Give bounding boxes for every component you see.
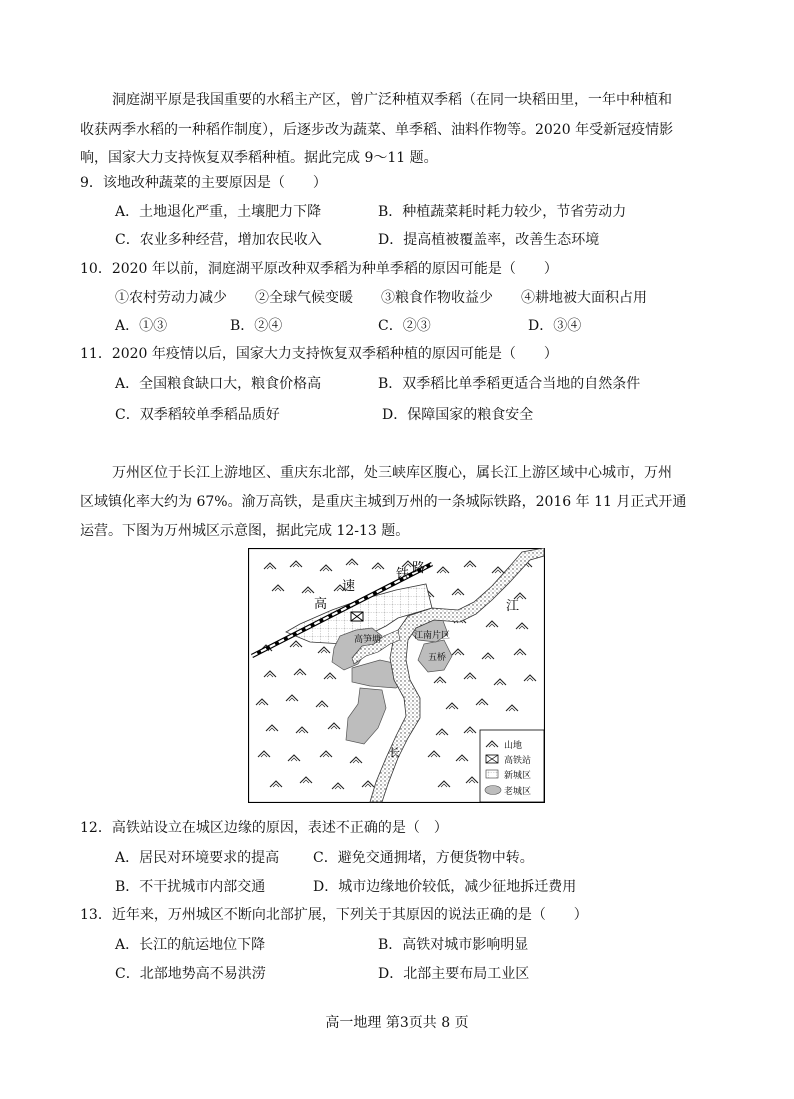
q11-option-a: A．全国粮食缺口大，粮食价格高 <box>115 376 322 392</box>
q12-option-c: C．避免交通拥堵，方便货物中转。 <box>313 850 534 866</box>
wanzhou-map-svg <box>248 548 545 803</box>
q13-option-a: A．长江的航运地位下降 <box>115 937 266 953</box>
q11-option-d: D．保障国家的粮食安全 <box>382 407 534 423</box>
map-label-gao: 高 <box>314 597 328 612</box>
legend-oldcity-label: 老城区 <box>504 787 532 797</box>
q10-items: ①农村劳动力减少 ②全球气候变暖 ③粮食作物收益少 ④耕地被大面积占用 <box>115 290 647 306</box>
map-label-jiang: 江 <box>506 599 520 614</box>
q9-option-c: C．农业多种经营，增加农民收入 <box>115 232 322 248</box>
q9-option-d: D．提高植被覆盖率，改善生态环境 <box>378 232 600 248</box>
wanzhou-map <box>248 548 545 803</box>
map-label-lu: 路 <box>412 561 426 576</box>
q12-option-d: D．城市边缘地价较低，减少征地拆迁费用 <box>313 879 577 895</box>
map-legend <box>480 730 544 802</box>
passage1-line-2: 收获两季水稻的一种稻作制度），后逐步改为蔬菜、单季稻、油料作物等。2020 年受新冠疫情影 <box>80 122 674 138</box>
q10-option-b: B．②④ <box>230 318 283 334</box>
q9-stem: 9．该地改种蔬菜的主要原因是（ ） <box>80 175 327 191</box>
q11-option-b: B．双季稻比单季稻更适合当地的自然条件 <box>378 376 641 392</box>
map-label-jiangnan: 江南片区 <box>414 631 451 641</box>
q13-option-c: C．北部地势高不易洪涝 <box>115 966 266 982</box>
q10-option-a: A．①③ <box>115 318 168 334</box>
passage2-line-3: 运营。下图为万州城区示意图，据此完成 12-13 题。 <box>80 523 410 539</box>
map-label-wuqiao: 五桥 <box>428 653 447 663</box>
q12-option-a: A．居民对环境要求的提高 <box>115 850 280 866</box>
passage2-line-2: 区域镇化率大约为 67%。渝万高铁，是重庆主城到万州的一条城际铁路，2016 年 11 月正式开通 <box>80 494 687 510</box>
high-speed-station-icon <box>351 612 363 621</box>
q12-stem: 12．高铁站设立在城区边缘的原因，表述不正确的是（ ） <box>80 820 448 836</box>
passage1-line-3: 响，国家大力支持恢复双季稻种植。据此完成 9～11 题。 <box>80 150 438 166</box>
q9-option-a: A．土地退化严重，土壤肥力下降 <box>115 204 322 220</box>
map-label-chang: 长 <box>389 746 400 759</box>
map-label-gaosuntang: 高笋塘 <box>354 635 382 645</box>
q13-stem: 13．近年来，万州城区不断向北部扩展，下列关于其原因的说法正确的是（ ） <box>80 907 588 923</box>
map-label-tie: 铁 <box>396 567 410 582</box>
page-footer: 高一地理 第3页共 8 页 <box>325 1015 469 1031</box>
map-label-su: 速 <box>342 579 356 594</box>
q13-option-b: B．高铁对城市影响明显 <box>378 937 529 953</box>
q12-option-b: B．不干扰城市内部交通 <box>115 879 266 895</box>
legend-mountain-label: 山地 <box>504 741 523 751</box>
passage2-line-1: 万州区位于长江上游地区、重庆东北部，处三峡库区腹心，属长江上游区域中心城市，万州 <box>112 465 672 481</box>
q10-stem: 10．2020 年以前，洞庭湖平原改种双季稻为种单季稻的原因可能是（ ） <box>80 261 558 277</box>
q10-option-d: D．③④ <box>528 318 582 334</box>
legend-newcity-label: 新城区 <box>504 771 532 781</box>
q13-option-d: D．北部主要布局工业区 <box>378 966 530 982</box>
passage1-line-1: 洞庭湖平原是我国重要的水稻主产区，曾广泛种植双季稻（在同一块稻田里，一年中种植和 <box>112 92 672 108</box>
legend-station-label: 高铁站 <box>504 756 532 766</box>
q9-option-b: B．种植蔬菜耗时耗力较少，节省劳动力 <box>378 204 627 220</box>
q11-option-c: C．双季稻较单季稻品质好 <box>115 407 280 423</box>
q11-stem: 11．2020 年疫情以后，国家大力支持恢复双季稻种植的原因可能是（ ） <box>80 346 558 362</box>
q10-option-c: C．②③ <box>378 318 431 334</box>
